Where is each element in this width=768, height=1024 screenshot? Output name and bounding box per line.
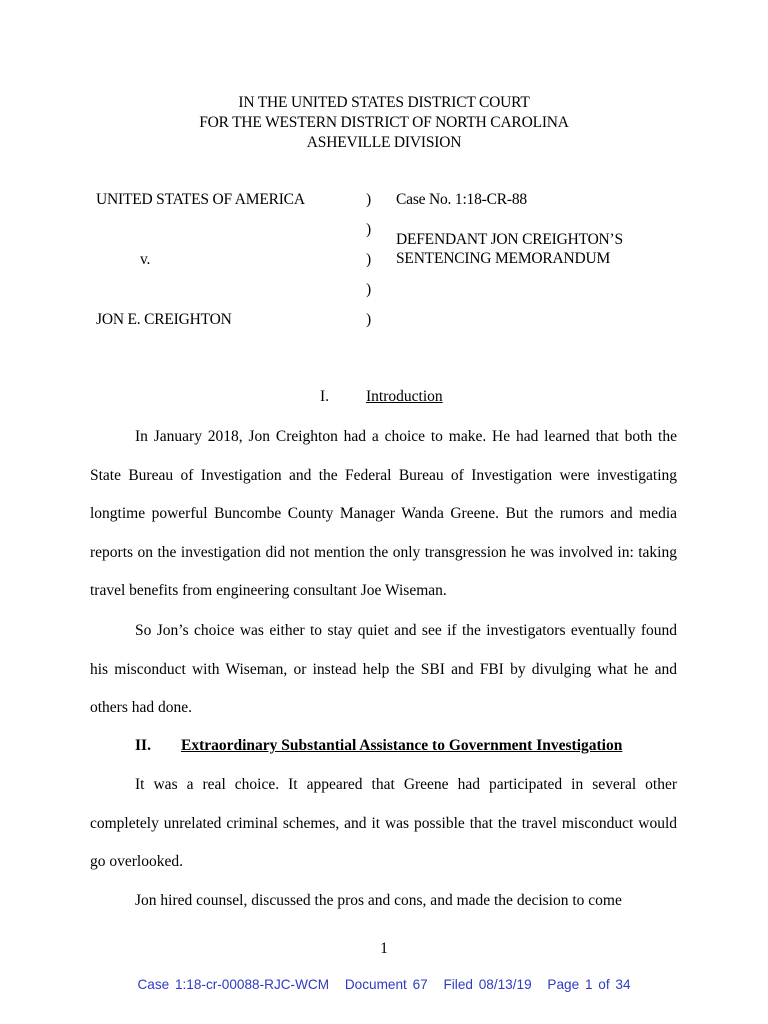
defendant-name: JON E. CREIGHTON — [96, 311, 232, 328]
body-paragraph: Jon hired counsel, discussed the pros and cons, and made the decision to come — [135, 892, 622, 909]
body-paragraph: It was a real choice. It appeared that Greene had participated in several other completely unrelated criminal schemes, and it was possible that the travel misconduct would go overlooked. — [90, 776, 677, 871]
caption-paren: ) — [366, 191, 372, 208]
section-number: I. — [320, 388, 330, 405]
footer-case-number: Case 1:18-cr-00088-RJC-WCM — [137, 977, 330, 992]
body-paragraph: In January 2018, Jon Creighton had a choice to make. He had learned that both the State Bureau of Investigation and the Federal Bureau of Investigation were investigating longtime powerful Buncombe County Manager Wanda Greene. But the rumors and media reports on the investigation did not mention the only transgression he was involved in: taking travel benefits from engineering consultant Joe Wiseman. — [90, 428, 677, 600]
filing-stamp-footer — [0, 977, 768, 992]
caption-paren: ) — [366, 281, 372, 298]
caption-paren: ) — [366, 311, 372, 328]
court-district: FOR THE WESTERN DISTRICT OF NORTH CAROLINA — [199, 114, 569, 131]
versus-label: v. — [140, 251, 151, 268]
footer-filed-date: Filed 08/13/19 — [443, 977, 532, 992]
page-number: 1 — [380, 940, 388, 957]
court-division: ASHEVILLE DIVISION — [306, 134, 462, 151]
footer-page-count: Page 1 of 34 — [547, 977, 631, 992]
caption-paren: ) — [366, 221, 372, 238]
footer-document-number: Document 67 — [344, 977, 428, 992]
case-number: Case No. 1:18-CR-88 — [396, 191, 527, 208]
section-title: Extraordinary Substantial Assistance to Government Investigation — [181, 737, 623, 754]
section-number: II. — [135, 737, 151, 754]
document-title-line2: SENTENCING MEMORANDUM — [396, 250, 611, 267]
court-name: IN THE UNITED STATES DISTRICT COURT — [238, 94, 530, 111]
body-paragraph: So Jon’s choice was either to stay quiet and see if the investigators eventually found his misconduct with Wiseman, or instead help the SBI and FBI by divulging what he and others had done. — [90, 622, 677, 717]
section-title: Introduction — [366, 388, 443, 405]
plaintiff-name: UNITED STATES OF AMERICA — [96, 191, 305, 208]
court-header — [0, 93, 768, 153]
caption-paren: ) — [366, 251, 372, 268]
document-title-line1: DEFENDANT JON CREIGHTON’S — [396, 231, 623, 248]
